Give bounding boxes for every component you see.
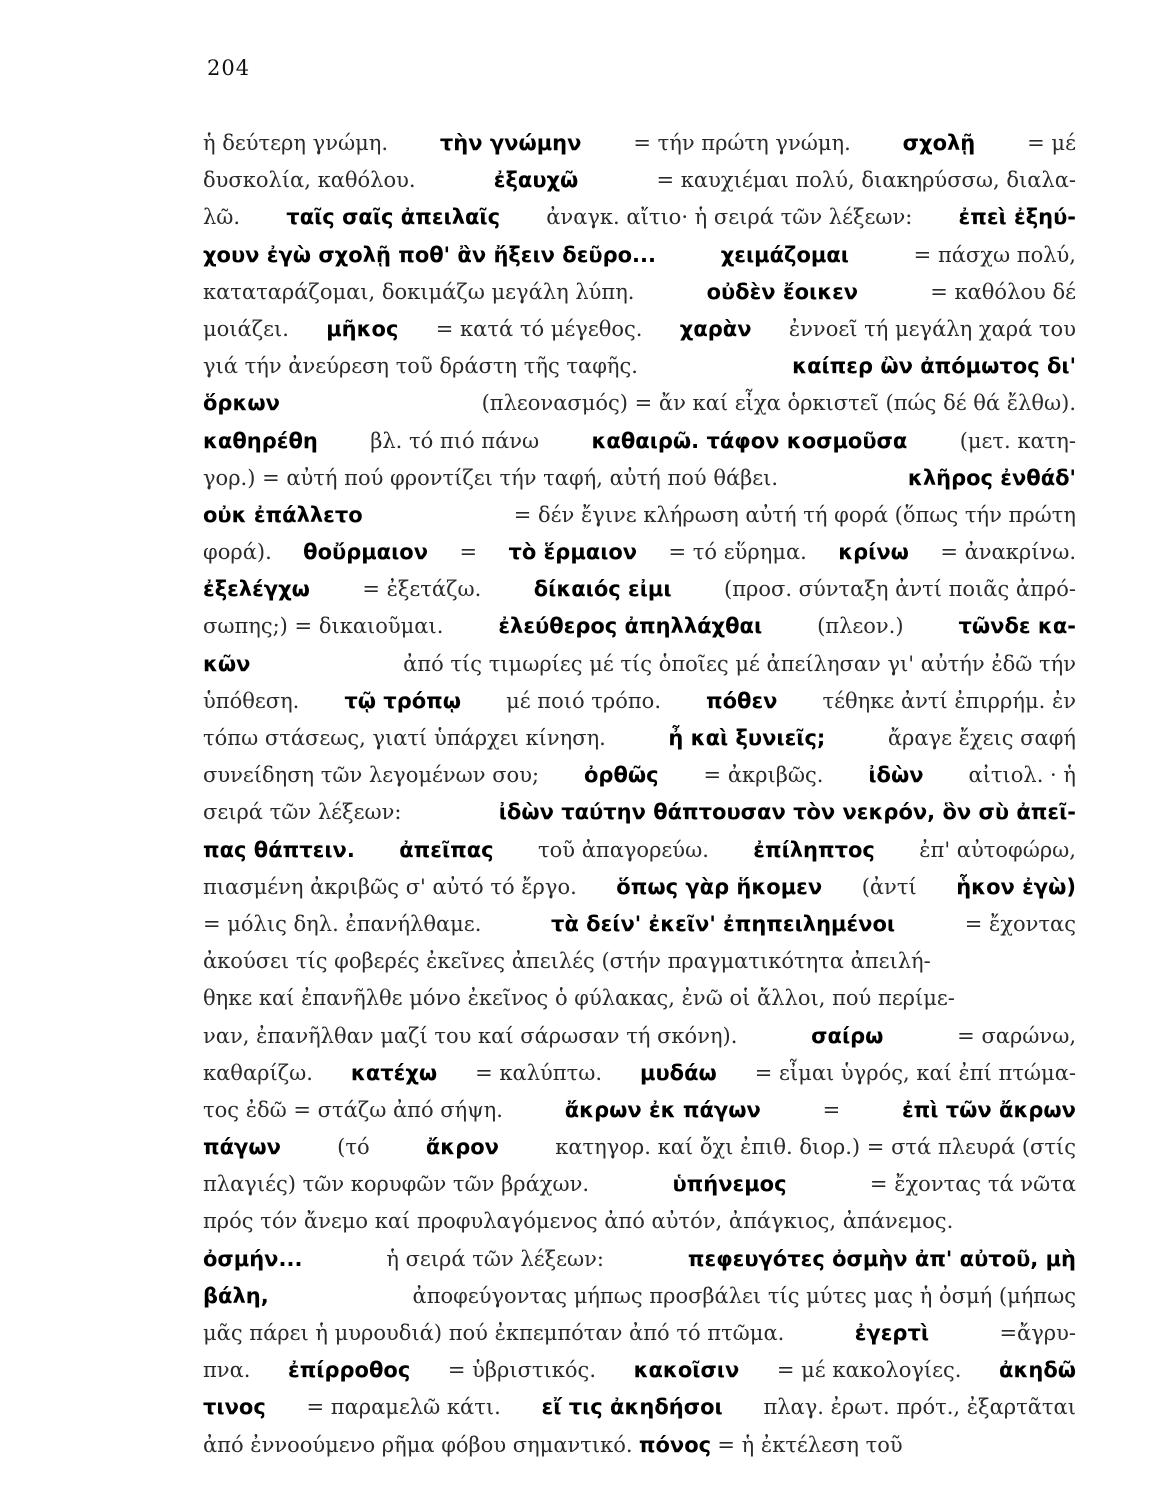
lemma-term: χαρὰν: [679, 316, 752, 341]
gloss-text: = ἡ ἐκτέλεση τοῦ: [717, 1432, 903, 1457]
text-line: [203, 537, 1076, 574]
gloss-text: τοῦ ἀπαγορεύω.: [538, 837, 709, 862]
gloss-text: = ἔχοντας: [964, 911, 1076, 936]
lemma-term: χειμάζομαι: [720, 242, 849, 267]
text-line: [203, 1058, 1076, 1095]
lemma-term: πόθεν: [706, 688, 778, 713]
text-line: [203, 314, 1076, 351]
gloss-text: = παραμελῶ κάτι.: [306, 1395, 501, 1420]
gloss-text: τέθηκε ἀντί ἐπιρρήμ. ἐν: [822, 688, 1076, 713]
lemma-term: κλῆρος ἐνθάδ': [907, 465, 1076, 490]
gloss-text: (μετ. κατη-: [959, 428, 1076, 453]
gloss-text: ἀπό ἐννοούμενο ρῆμα φόβου σημαντικό.: [203, 1432, 633, 1457]
text-line: [203, 1095, 1076, 1132]
lemma-term: πεφευγότες ὀσμὴν ἀπ' αὐτοῦ, μὴ: [687, 1246, 1076, 1271]
gloss-text: γορ.) = αὐτή πού φροντίζει τήν ταφή, αὐτή πού θάβει.: [203, 465, 779, 490]
commentary-text: [203, 128, 1076, 1467]
gloss-text: δυσκολία, καθόλου.: [203, 168, 416, 193]
lemma-term: οὐδὲν ἔοικεν: [706, 279, 859, 304]
gloss-text: μοιάζει.: [203, 316, 289, 341]
gloss-text: = δέν ἔγινε κλήρωση αὐτή τή φορά (ὅπως τήν πρώτη: [513, 502, 1076, 527]
lemma-term: τὴν γνώμην: [439, 131, 582, 155]
gloss-text: = ἀνακρίνω.: [940, 540, 1076, 565]
text-line: [203, 983, 1076, 1020]
gloss-text: = καθόλου δέ: [930, 279, 1076, 304]
text-line: [203, 165, 1076, 202]
lemma-term: ἦ καὶ ξυνιεῖς;: [668, 726, 826, 750]
gloss-text: = πάσχω πολύ,: [913, 242, 1076, 267]
gloss-text: πρός τόν ἄνεμο καί προφυλαγόμενος ἀπό αὐτόν, ἀπάγκιος, ἀπάνεμος.: [203, 1209, 954, 1234]
lemma-term: ἰδὼν ταύτην θάπτουσαν τὸν νεκρόν, ὃν σὺ ἀπεῖ-: [498, 800, 1076, 825]
text-line: [203, 388, 1076, 425]
lemma-term: ἐπίρροθος: [288, 1358, 411, 1383]
lemma-term: ἐγερτὶ: [854, 1321, 930, 1345]
gloss-text: ἐπ' αὐτοφώρω,: [919, 837, 1076, 862]
gloss-text: τος ἐδῶ = στάζω ἀπό σήψη.: [203, 1097, 503, 1122]
lemma-term: ἐπεὶ ἐξηύ-: [958, 205, 1076, 230]
gloss-text: = μέ: [1027, 131, 1076, 155]
text-line: [203, 649, 1076, 686]
gloss-text: (προσ. σύνταξη ἀντί ποιᾶς ἀπρό-: [724, 577, 1076, 602]
gloss-text: ὑπόθεση.: [203, 688, 300, 713]
gloss-text: = ὑβριστικός.: [447, 1358, 596, 1383]
text-line: [203, 240, 1076, 277]
text-line: [203, 1318, 1076, 1355]
gloss-text: ἡ σειρά τῶν λέξεων:: [386, 1246, 605, 1271]
text-line: [203, 835, 1076, 872]
gloss-text: μέ ποιό τρόπο.: [506, 688, 661, 713]
lemma-term: σαίρω: [811, 1023, 884, 1048]
gloss-text: συνείδηση τῶν λεγομένων σου;: [203, 763, 540, 788]
lemma-term: μῆκος: [326, 316, 399, 341]
gloss-text: =: [822, 1097, 841, 1122]
lemma-term: μυδάω: [640, 1060, 717, 1085]
gloss-text: (τό: [337, 1135, 370, 1160]
gloss-text: ἡ δεύτερη γνώμη.: [203, 131, 388, 155]
gloss-text: ἀκούσει τίς φοβερές ἐκεῖνες ἀπειλές (στήν πραγματικότητα ἀπειλή-: [203, 949, 931, 974]
text-line: [203, 128, 1076, 165]
lemma-term: ὅπως γὰρ ἥκομεν: [616, 874, 823, 899]
lemma-term: θοὔρμαιον: [303, 540, 429, 565]
gloss-text: = τήν πρώτη γνώμη.: [633, 131, 851, 155]
gloss-text: μᾶς πάρει ἡ μυρουδιά) πού ἐκπεμπόταν ἀπό τό πτῶμα.: [203, 1321, 785, 1345]
gloss-text: ἄραγε ἔχεις σαφή: [887, 726, 1076, 750]
text-line: [203, 909, 1076, 946]
lemma-term: δίκαιός εἰμι: [533, 577, 672, 602]
lemma-term: τινος: [203, 1395, 266, 1420]
text-line: [203, 760, 1076, 797]
gloss-text: ἀπό τίς τιμωρίες μέ τίς ὁποῖες μέ ἀπείλησαν γι' αὐτήν ἐδῶ τήν: [403, 651, 1076, 676]
lemma-term: εἴ τις ἀκηδήσοι: [541, 1395, 723, 1420]
text-line: [203, 872, 1076, 909]
lemma-term: ἐπὶ τῶν ἄκρων: [901, 1097, 1076, 1122]
lemma-term: τῷ τρόπῳ: [344, 688, 462, 713]
text-line: [203, 463, 1076, 500]
gloss-text: = σαρώνω,: [957, 1023, 1076, 1048]
text-line: [203, 1430, 1076, 1467]
text-line: [203, 1132, 1076, 1169]
gloss-text: = μέ κακολογίες.: [776, 1358, 962, 1383]
gloss-text: πλαγιές) τῶν κορυφῶν τῶν βράχων.: [203, 1172, 590, 1197]
gloss-text: γιά τήν ἀνεύρεση τοῦ δράστη τῆς ταφῆς.: [203, 354, 638, 379]
gloss-text: πνα.: [203, 1358, 251, 1383]
text-line: [203, 1355, 1076, 1392]
lemma-term: βάλη,: [203, 1283, 269, 1308]
gloss-text: = μόλις δηλ. ἐπανήλθαμε.: [203, 911, 482, 936]
lemma-term: ὅρκων: [203, 391, 280, 416]
text-line: [203, 686, 1076, 723]
lemma-term: ἐλεύθερος ἀπηλλάχθαι: [498, 614, 763, 639]
gloss-text: τόπω στάσεως, γιατί ὑπάρχει κίνηση.: [203, 726, 606, 750]
text-line: [203, 1281, 1076, 1318]
gloss-text: = καυχιέμαι πολύ, διακηρύσσω, διαλα-: [656, 168, 1076, 193]
lemma-term: ἐπίληπτος: [753, 837, 875, 862]
lemma-term: ἐξελέγχω: [203, 577, 310, 602]
lemma-term: καίπερ ὢν ἀπόμωτος δι': [792, 354, 1076, 379]
gloss-text: φορά).: [203, 540, 272, 565]
text-line: [203, 611, 1076, 648]
lemma-term: ἀπεῖπας: [399, 837, 494, 862]
lemma-term: ἰδὼν: [868, 763, 924, 788]
gloss-text: κατηγορ. καί ὄχι ἐπιθ. διορ.) = στά πλευρά (στίς: [555, 1135, 1076, 1160]
gloss-text: = καλύπτω.: [475, 1060, 603, 1085]
lemma-term: ὑπήνεμος: [672, 1172, 787, 1197]
gloss-text: καταταράζομαι, δοκιμάζω μεγάλη λύπη.: [203, 279, 635, 304]
lemma-term: πας θάπτειν.: [203, 837, 355, 862]
gloss-text: =: [459, 540, 478, 565]
text-line: [203, 351, 1076, 388]
gloss-text: ἀναγκ. αἴτιο· ἡ σειρά τῶν λέξεων:: [546, 205, 913, 230]
lemma-term: οὐκ ἐπάλλετο: [203, 502, 363, 527]
lemma-term: ἀκηδῶ: [999, 1358, 1076, 1383]
text-line: [203, 574, 1076, 611]
text-line: [203, 500, 1076, 537]
lemma-term: κῶν: [203, 651, 251, 676]
gloss-text: θηκε καί ἐπανῆλθε μόνο ἐκεῖνος ὁ φύλακας, ἐνῶ οἱ ἄλλοι, πού περίμε-: [203, 986, 955, 1011]
lemma-term: πάγων: [203, 1135, 281, 1160]
lemma-term: κακοῖσιν: [633, 1358, 740, 1383]
text-line: [203, 723, 1076, 760]
text-line: [203, 1021, 1076, 1058]
gloss-text: = κατά τό μέγεθος.: [435, 316, 643, 341]
gloss-text: = ἀκριβῶς.: [703, 763, 824, 788]
lemma-term: ἐξαυχῶ: [493, 168, 579, 193]
lemma-term: κρίνω: [838, 540, 909, 565]
lemma-term: ὀρθῶς: [584, 763, 659, 788]
gloss-text: (πλεον.): [817, 614, 904, 639]
gloss-text: πλαγ. ἐρωτ. πρότ., ἐξαρτᾶται: [763, 1395, 1076, 1420]
gloss-text: ναν, ἐπανῆλθαν μαζί του καί σάρωσαν τή σκόνη).: [203, 1023, 738, 1048]
lemma-term: τὸ ἕρμαιον: [508, 540, 638, 565]
gloss-text: αἰτιολ. · ἡ: [968, 763, 1076, 788]
gloss-text: ἐννοεῖ τή μεγάλη χαρά του: [788, 316, 1076, 341]
gloss-text: σωπης;) = δικαιοῦμαι.: [203, 614, 444, 639]
gloss-text: βλ. τό πιό πάνω: [370, 428, 540, 453]
lemma-term: ταῖς σαῖς ἀπειλαῖς: [286, 205, 501, 230]
text-line: [203, 1392, 1076, 1429]
lemma-term: ὀσμήν...: [203, 1246, 303, 1271]
text-line: [203, 1169, 1076, 1206]
lemma-term: χουν ἐγὼ σχολῇ ποθ' ἂν ἤξειν δεῦρο...: [203, 242, 656, 267]
lemma-term: ἧκον ἐγὼ): [956, 874, 1076, 899]
gloss-text: = τό εὕρημα.: [668, 540, 807, 565]
lemma-term: ἄκρον: [425, 1135, 499, 1160]
gloss-text: =ἄγρυ-: [999, 1321, 1076, 1345]
text-line: [203, 797, 1076, 834]
gloss-text: λῶ.: [203, 205, 241, 230]
gloss-text: = ἔχοντας τά νῶτα: [869, 1172, 1076, 1197]
lemma-term: σχολῇ: [902, 131, 976, 155]
text-line: [203, 1206, 1076, 1243]
page-number: 204: [207, 56, 251, 80]
gloss-text: καθαρίζω.: [203, 1060, 313, 1085]
text-line: [203, 946, 1076, 983]
lemma-term: καθηρέθη: [203, 428, 318, 453]
text-line: [203, 202, 1076, 239]
gloss-text: (πλεονασμός) = ἄν καί εἶχα ὁρκιστεῖ (πώς δέ θά ἔλθω).: [481, 391, 1076, 416]
text-line: [203, 1244, 1076, 1281]
gloss-text: πιασμένη ἀκριβῶς σ' αὐτό τό ἔργο.: [203, 874, 577, 899]
gloss-text: = ἐξετάζω.: [362, 577, 482, 602]
text-line: [203, 277, 1076, 314]
lemma-term: κατέχω: [350, 1060, 438, 1085]
gloss-text: σειρά τῶν λέξεων:: [203, 800, 402, 825]
lemma-term: πόνος: [638, 1432, 712, 1457]
lemma-term: τὰ δείν' ἐκεῖν' ἐπηπειλημένοι: [551, 911, 896, 936]
lemma-term: καθαιρῶ. τάφον κοσμοῦσα: [591, 428, 908, 453]
lemma-term: τῶνδε κα-: [958, 614, 1076, 639]
gloss-text: = εἶμαι ὑγρός, καί ἐπί πτώμα-: [754, 1060, 1076, 1085]
gloss-text: (ἀντί: [861, 874, 917, 899]
lemma-term: ἄκρων ἐκ πάγων: [564, 1097, 761, 1122]
text-line: [203, 426, 1076, 463]
gloss-text: ἀποφεύγοντας μήπως προσβάλει τίς μύτες μας ἡ ὀσμή (μήπως: [412, 1283, 1076, 1308]
